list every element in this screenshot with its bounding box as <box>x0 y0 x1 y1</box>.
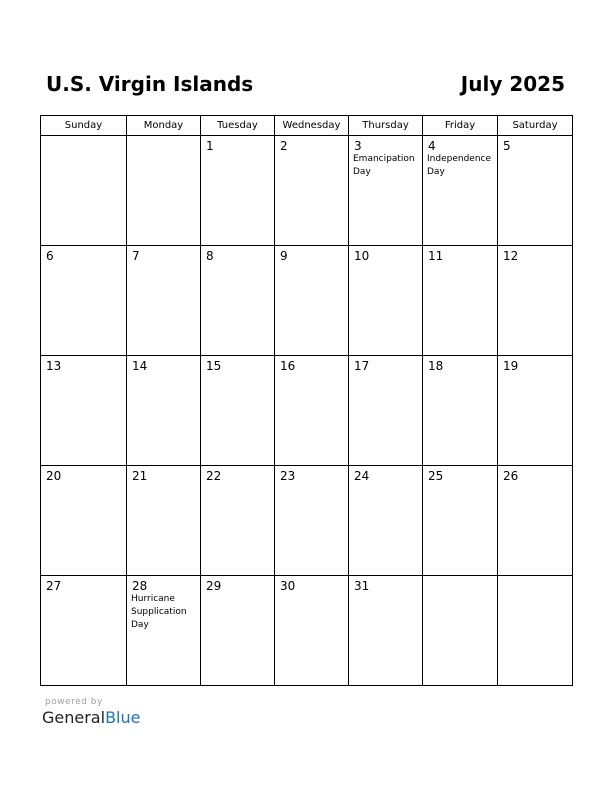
logo-general-text: General <box>42 708 106 727</box>
calendar-day-cell <box>349 136 423 246</box>
holiday-label: Independence Day <box>427 154 492 177</box>
day-number: 9 <box>280 249 288 263</box>
calendar-day-cell <box>127 356 201 466</box>
day-number: 13 <box>46 359 62 373</box>
calendar-day-cell <box>41 466 127 576</box>
weekday-tuesday: Tuesday <box>201 116 275 136</box>
calendar-day-cell <box>498 576 573 686</box>
calendar-day-cell <box>41 356 127 466</box>
day-number: 14 <box>132 359 148 373</box>
weekday-thursday: Thursday <box>349 116 423 136</box>
generalblue-logo <box>42 708 140 728</box>
calendar-week-row <box>41 576 573 686</box>
calendar-month-title: July 2025 <box>460 72 565 96</box>
day-number: 10 <box>354 249 370 263</box>
holiday-label: Emancipation Day <box>353 154 415 177</box>
day-number: 6 <box>46 249 54 263</box>
calendar-day-cell <box>201 246 275 356</box>
calendar-day-cell <box>127 576 201 686</box>
calendar-day-cell <box>41 246 127 356</box>
day-number: 5 <box>503 139 511 153</box>
calendar-day-cell <box>275 246 349 356</box>
weekday-monday: Monday <box>127 116 201 136</box>
day-number: 1 <box>206 139 214 153</box>
calendar-day-cell <box>498 356 573 466</box>
calendar-grid <box>40 115 573 686</box>
calendar-day-cell <box>423 356 498 466</box>
weekday-header-row <box>41 116 573 136</box>
calendar-week-row <box>41 246 573 356</box>
day-number: 12 <box>503 249 519 263</box>
calendar-week-row <box>41 466 573 576</box>
weekday-sunday: Sunday <box>41 116 127 136</box>
day-number: 16 <box>280 359 296 373</box>
holiday-label: Hurricane Supplication Day <box>131 594 187 630</box>
calendar-day-cell <box>349 466 423 576</box>
day-number: 21 <box>132 469 148 483</box>
calendar-body <box>41 136 573 686</box>
day-number: 7 <box>132 249 140 263</box>
calendar-day-cell <box>201 576 275 686</box>
day-number: 27 <box>46 579 62 593</box>
calendar-day-cell <box>275 136 349 246</box>
calendar-day-cell <box>423 246 498 356</box>
calendar-day-cell <box>275 356 349 466</box>
calendar-day-cell <box>201 466 275 576</box>
day-number: 18 <box>428 359 444 373</box>
day-number: 30 <box>280 579 296 593</box>
day-number: 4 <box>428 139 436 153</box>
calendar-day-cell <box>498 466 573 576</box>
weekday-wednesday: Wednesday <box>275 116 349 136</box>
day-number: 2 <box>280 139 288 153</box>
day-number: 28 <box>132 579 148 593</box>
day-number: 17 <box>354 359 370 373</box>
calendar-day-cell <box>201 356 275 466</box>
calendar-day-cell <box>423 136 498 246</box>
day-number: 24 <box>354 469 370 483</box>
calendar-day-cell <box>41 576 127 686</box>
calendar-country-title: U.S. Virgin Islands <box>46 72 254 96</box>
day-number: 15 <box>206 359 222 373</box>
day-number: 22 <box>206 469 222 483</box>
calendar-day-cell <box>275 466 349 576</box>
calendar-day-cell <box>498 136 573 246</box>
calendar-day-cell <box>423 576 498 686</box>
calendar-day-cell <box>349 246 423 356</box>
day-number: 26 <box>503 469 519 483</box>
calendar-day-cell <box>127 466 201 576</box>
calendar-day-cell <box>349 576 423 686</box>
day-number: 19 <box>503 359 519 373</box>
day-number: 3 <box>354 139 362 153</box>
weekday-friday: Friday <box>423 116 498 136</box>
calendar-day-cell <box>498 246 573 356</box>
calendar-day-cell <box>275 576 349 686</box>
calendar-week-row <box>41 356 573 466</box>
day-number: 20 <box>46 469 62 483</box>
calendar-day-cell <box>41 136 127 246</box>
calendar-day-cell <box>201 136 275 246</box>
day-number: 25 <box>428 469 444 483</box>
day-number: 29 <box>206 579 222 593</box>
calendar-day-cell <box>127 246 201 356</box>
day-number: 23 <box>280 469 296 483</box>
day-number: 31 <box>354 579 370 593</box>
calendar-week-row <box>41 136 573 246</box>
calendar-day-cell <box>349 356 423 466</box>
calendar-day-cell <box>127 136 201 246</box>
powered-by-label: powered by <box>45 697 103 707</box>
calendar-day-cell <box>423 466 498 576</box>
weekday-saturday: Saturday <box>498 116 573 136</box>
logo-blue-text: Blue <box>105 708 141 727</box>
day-number: 8 <box>206 249 214 263</box>
day-number: 11 <box>428 249 444 263</box>
